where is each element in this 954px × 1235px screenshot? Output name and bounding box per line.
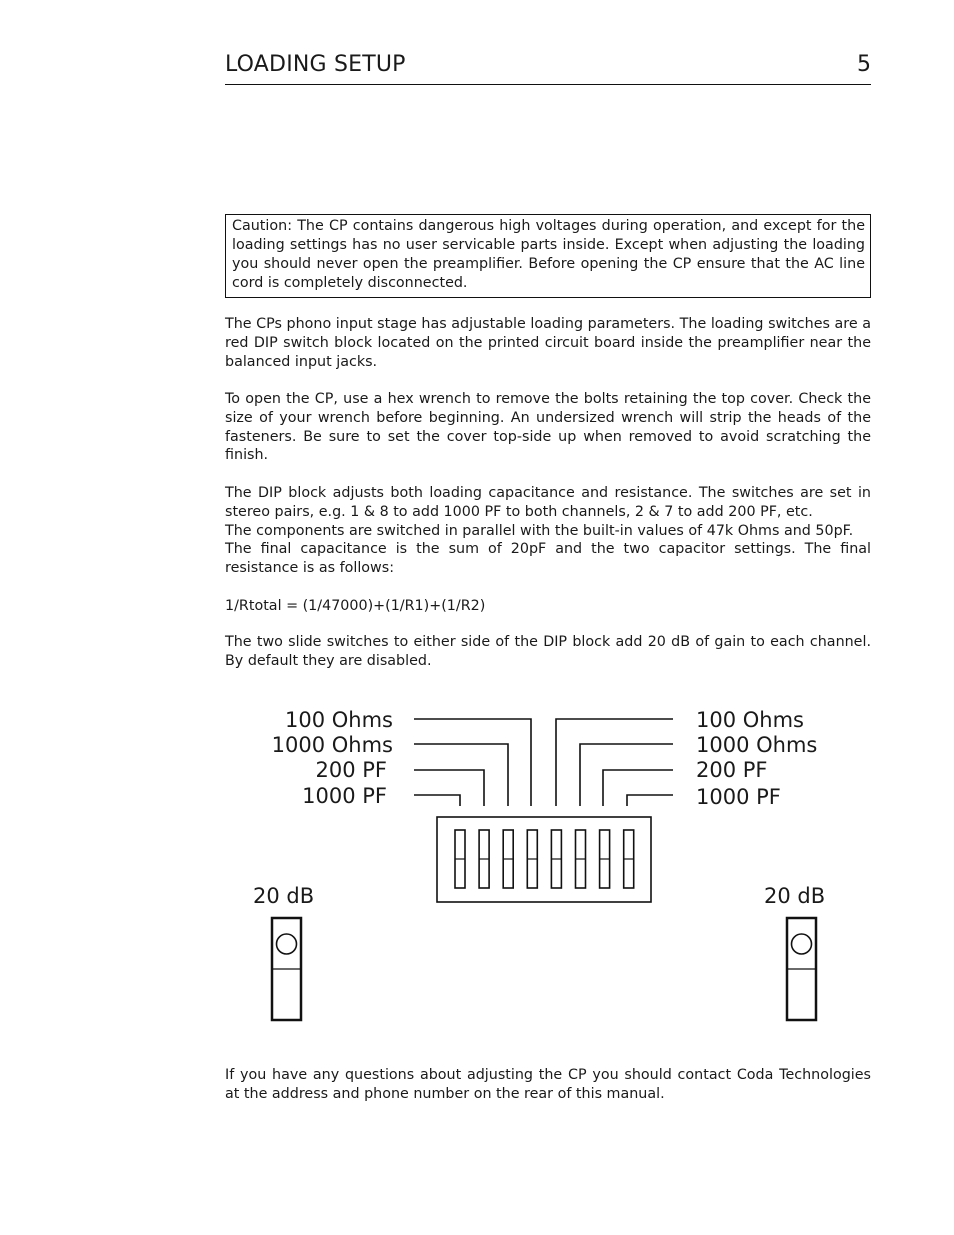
- slide-switch-left: [272, 918, 301, 1020]
- left-label-1000-pf: 1000 PF: [302, 784, 387, 808]
- left-label-100-ohms: 100 Ohms: [285, 708, 393, 732]
- right-label-1000-pf: 1000 PF: [696, 785, 781, 809]
- left-label-1000-ohms: 1000 Ohms: [271, 733, 393, 757]
- leader-line-left-100-ohms: [414, 719, 531, 806]
- dip-block-text-3: The final capacitance is the sum of 20pF and the two capacitor settings. The final resistance is as follows:: [225, 541, 871, 577]
- dip-switch-block: [437, 817, 651, 902]
- left-label-200-pf: 200 PF: [315, 758, 387, 782]
- page-number: 5: [857, 52, 871, 77]
- dip-switch-3: [503, 830, 513, 888]
- slide-switch-right: [787, 918, 816, 1020]
- gain-label-left: 20 dB: [253, 884, 315, 908]
- contact-paragraph: If you have any questions about adjusting the CP you should contact Coda Technologies at the address and phone number on the rear of this manual.: [225, 1067, 871, 1102]
- slide-switch-knob-right: [792, 934, 812, 954]
- dip-block-paragraph: [225, 484, 871, 578]
- leader-line-right-100-ohms: [556, 719, 673, 806]
- leader-line-left-1000-pf: [414, 795, 460, 806]
- leader-line-right-1000-pf: [627, 795, 673, 806]
- resistance-formula: 1/Rtotal = (1/47000)+(1/R1)+(1/R2): [225, 598, 486, 614]
- gain-paragraph: The two slide switches to either side of the DIP block add 20 dB of gain to each channel. By default they are disabled.: [225, 634, 871, 669]
- dip-block-text-1: The DIP block adjusts both loading capacitance and resistance. The switches are set in stereo pairs, e.g. 1 & 8 to add 1000 PF to both channels, 2 & 7 to add 200 PF, etc.: [225, 485, 871, 520]
- right-label-1000-ohms: 1000 Ohms: [696, 733, 818, 757]
- dip-switch-4: [527, 830, 537, 888]
- dip-switch-2: [479, 830, 489, 888]
- leader-line-right-1000-ohms: [580, 744, 673, 806]
- open-instructions-paragraph: To open the CP, use a hex wrench to remove the bolts retaining the top cover. Check the size of your wrench before beginning. An undersized wrench will strip the heads of the fasteners. Be sure to set the cover top-side up when removed to avoid scratching the finish.: [225, 391, 871, 464]
- dip-block-text-2: The components are switched in parallel with the built-in values of 47k Ohms and 50pF.: [225, 522, 854, 539]
- gain-label-right: 20 dB: [764, 884, 826, 908]
- dip-switch-5: [551, 830, 561, 888]
- right-label-200-pf: 200 PF: [696, 758, 768, 782]
- slide-switch-knob-left: [277, 934, 297, 954]
- left-leader-lines: [414, 719, 531, 806]
- leader-line-left-1000-ohms: [414, 744, 508, 806]
- leader-line-left-200-pf: [414, 770, 484, 806]
- right-label-100-ohms: 100 Ohms: [696, 708, 804, 732]
- dip-switch-1: [455, 830, 465, 888]
- right-leader-lines: [556, 719, 673, 806]
- leader-line-right-200-pf: [603, 770, 673, 806]
- page-title: LOADING SETUP: [225, 52, 406, 77]
- page-header: [225, 50, 871, 85]
- dip-switch-7: [600, 830, 610, 888]
- caution-box: Caution: The CP contains dangerous high voltages during operation, and except for the loading settings has no user servicable parts inside. Except when adjusting the loading you should never open the preamplifier. Before opening the CP ensure that the AC line cord is completely disconnected.: [225, 214, 871, 298]
- dip-switch-6: [576, 830, 586, 888]
- intro-paragraph: The CPs phono input stage has adjustable loading parameters. The loading switches are a red DIP switch block located on the printed circuit board inside the preamplifier near the balanced input jacks.: [225, 316, 871, 370]
- dip-switches: [455, 830, 634, 888]
- dip-switch-8: [624, 830, 634, 888]
